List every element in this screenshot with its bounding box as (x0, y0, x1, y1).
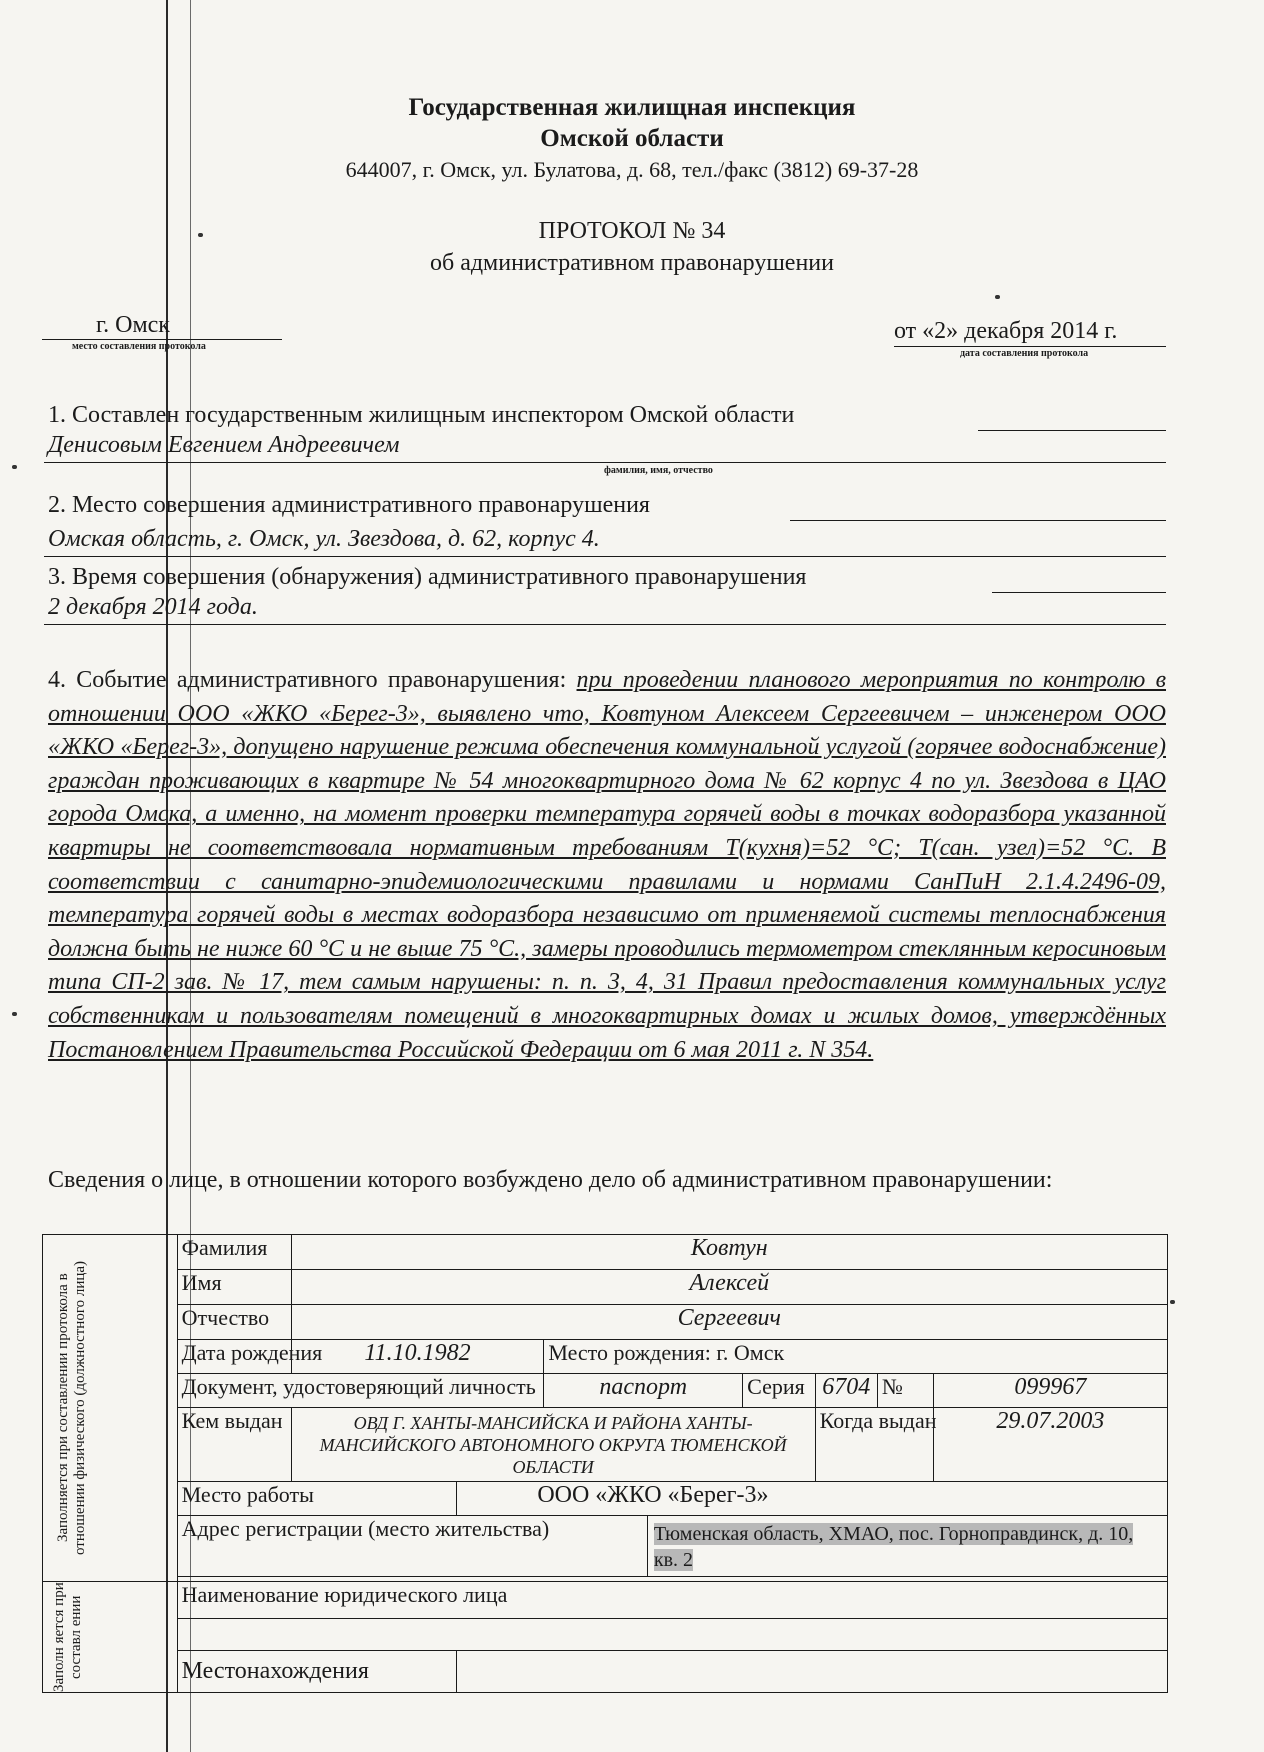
org-name-line2: Омской области (540, 125, 724, 152)
birthdate-field: 11.10.1982 (291, 1340, 544, 1374)
reg-field: Тюменская область, ХМАО, пос. Горноправдинск, д. 10, кв. 2 (653, 1523, 1134, 1571)
item1-label: 1. Составлен государственным жилищным инспектором Омской области (48, 402, 795, 428)
patronymic-field: Сергеевич (291, 1305, 1167, 1340)
protocol-date: от «2» декабря 2014 г. (894, 318, 1118, 344)
person-side-label: Заполняется при составлении протокола в отношении физического (должностного лица) (54, 1260, 88, 1556)
reg-cell (647, 1516, 1167, 1577)
date-caption: дата составления протокола (960, 348, 1089, 359)
legal-name-label: Наименование юридического лица (177, 1582, 1167, 1619)
date-underline (894, 346, 1166, 347)
location-field (457, 1650, 1168, 1692)
org-name-line1: Государственная жилищная инспекция (408, 94, 856, 121)
patronymic-label: Отчество (177, 1305, 291, 1340)
place-caption: место составления протокола (72, 341, 206, 352)
issued-by-field: ОВД Г. ХАНТЫ-МАНСИЙСКА И РАЙОНА ХАНТЫ-МАНСИЙСКОГО АВТОНОМНОГО ОКРУГА ТЮМЕНСКОЙ ОБЛАСТИ (291, 1408, 815, 1482)
name-field: Алексей (291, 1270, 1167, 1305)
number-field: 099967 (933, 1374, 1167, 1408)
work-label: Место работы (177, 1482, 457, 1516)
item3-label: 3. Время совершения (обнаружения) административного правонарушения (48, 564, 807, 590)
item3-fill-line (992, 592, 1166, 593)
person-intro: Сведения о лице, в отношении которого возбуждено дело об административном правонарушении: (48, 1167, 1053, 1193)
item3-underline (44, 624, 1166, 625)
legal-side-label: Заполн яется при составл ении (50, 1582, 84, 1692)
issued-when-label: Когда выдан (815, 1408, 933, 1482)
protocol-title: ПРОТОКОЛ № 34 (538, 218, 726, 244)
birthplace-field: Место рождения: г. Омск (544, 1340, 1168, 1374)
id-doc-field: паспорт (544, 1374, 743, 1408)
item2-place: Омская область, г. Омск, ул. Звездова, д. 62, корпус 4. (48, 526, 600, 552)
item4-event (48, 664, 1166, 1067)
location-label: Местонахождения (177, 1650, 457, 1692)
item2-fill-line (790, 520, 1166, 521)
item4-description: при проведении планового мероприятия по контролю в отношении ООО «ЖКО «Берег-3», выявлено что, Ковтуном Алексеем Сергеевичем – инженером ООО «ЖКО «Берег-3», допущено нарушение режима обеспечения коммунальной услугой (горячее водоснабжение) граждан проживающих в квартире № 54 многоквартирного дома № 62 корпус 4 по ул. Звездова в ЦАО города Омска, а именно, на момент проверки температура горячей воды в точках водоразбора указанной квартиры не соответствовала нормативным требованиям Т(кухня)=52 °С; Т(сан. узел)=52 °С. В соответствии с санитарно-эпидемиологическими правилами и нормами СанПиН 2.1.4.2496-09, температура горячей воды в местах водоразбора независимо от применяемой системы теплоснабжения должна быть не ниже 60 °С и не выше 75 °С., замеры проводились термометром стеклянным керосиновым типа СП-2 зав. № 17, тем самым нарушены: п. п. 3, 4, 31 Правил предоставления коммунальных услуг собственникам и пользователям помещений в многоквартирных домах и жилых домов, утверждённых Постановлением Правительства Российской Федерации от 6 мая 2011 г. N 354. (48, 667, 1166, 1063)
protocol-subtitle: об административном правонарушении (429, 250, 834, 276)
org-address: 644007, г. Омск, ул. Булатова, д. 68, тел./факс (3812) 69-37-28 (345, 157, 919, 182)
speck (995, 295, 1000, 299)
legal-name-field (177, 1619, 1167, 1651)
speck (1170, 1300, 1175, 1304)
item1-caption: фамилия, имя, отчество (604, 465, 713, 476)
work-field: ООО «ЖКО «Берег-3» (457, 1482, 1168, 1516)
place-underline (42, 339, 282, 340)
id-doc-label: Документ, удостоверяющий личность (177, 1374, 544, 1408)
speck (12, 465, 17, 469)
item2-label: 2. Место совершения административного правонарушения (48, 492, 650, 518)
speck (12, 1012, 17, 1016)
surname-label: Фамилия (177, 1235, 291, 1270)
place: г. Омск (96, 312, 170, 338)
item3-time: 2 декабря 2014 года. (48, 594, 258, 620)
issued-when-field: 29.07.2003 (933, 1408, 1167, 1482)
series-field: 6704 (815, 1374, 877, 1408)
number-label: № (877, 1374, 933, 1408)
item4-label: 4. Событие административного правонарушения: (48, 667, 577, 693)
person-side-cell (43, 1235, 178, 1582)
birthdate-label: Дата рождения (177, 1340, 291, 1374)
item1-inspector: Денисовым Евгением Андреевичем (48, 432, 400, 458)
name-label: Имя (177, 1270, 291, 1305)
item1-underline (44, 462, 1166, 463)
person-form (42, 1234, 1168, 1693)
item2-underline (44, 556, 1166, 557)
item1-fill-line (978, 430, 1166, 431)
issued-by-label: Кем выдан (177, 1408, 291, 1482)
series-label: Серия (743, 1374, 816, 1408)
reg-label: Адрес регистрации (место жительства) (177, 1516, 647, 1577)
legal-side-cell (43, 1582, 178, 1693)
surname-field: Ковтун (291, 1235, 1167, 1270)
